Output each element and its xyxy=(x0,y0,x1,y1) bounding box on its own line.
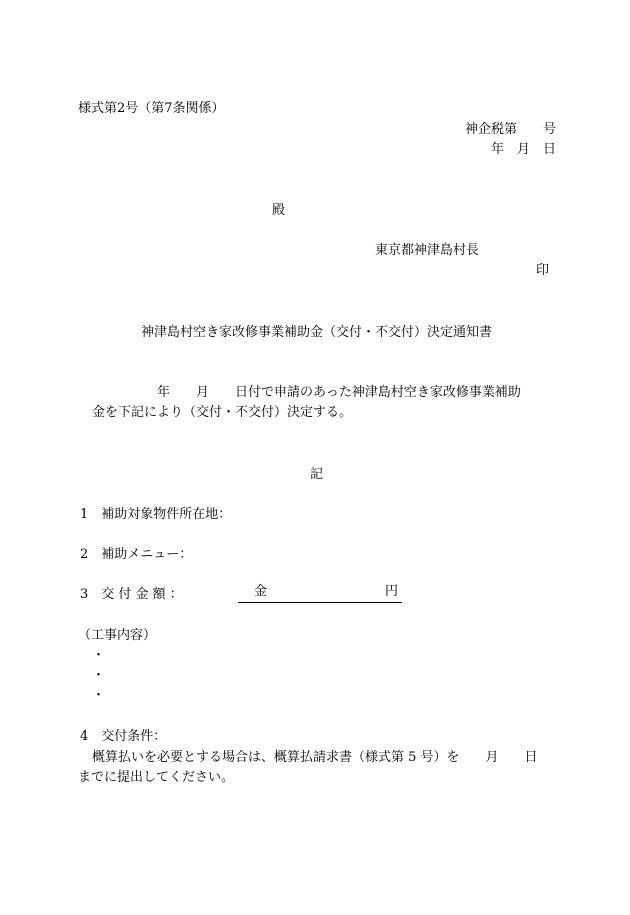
ki-heading: 記 xyxy=(310,467,324,482)
work-bullet: ・ xyxy=(92,688,106,703)
amount-gold-label: 金 xyxy=(254,584,268,599)
item-amount-label: 3 交 付 金 額 ： xyxy=(80,587,183,602)
work-bullet: ・ xyxy=(92,648,106,663)
item-subsidy-menu: 2 補助メニュー： xyxy=(80,547,193,562)
form-number: 様式第2号（第7条関係） xyxy=(78,101,225,116)
amount-yen-label: 円 xyxy=(384,584,398,599)
item-property-location: 1 補助対象物件所在地： xyxy=(80,507,232,522)
work-bullet: ・ xyxy=(92,668,106,683)
reference-number: 神企税第 号 xyxy=(464,122,556,137)
conditions-line-2: までに提出してください。 xyxy=(78,770,235,785)
date-line: 年 月 日 xyxy=(490,142,556,157)
seal-mark: 印 xyxy=(536,263,550,278)
body-line-2: 金を下記により（交付・不交付）決定する。 xyxy=(92,405,353,420)
addressee-suffix: 殿 xyxy=(272,203,286,218)
document-title: 神津島村空き家改修事業補助金（交付・不交付）決定通知書 xyxy=(141,325,493,340)
work-content-heading: （工事内容） xyxy=(78,628,157,643)
issuer-name: 東京都神津島村長 xyxy=(375,243,480,258)
conditions-heading: 4 交付条件： xyxy=(80,729,167,744)
amount-field xyxy=(238,584,402,603)
body-line-1: 年 月 日付で申請のあった神津島村空き家改修事業補助 xyxy=(157,385,521,400)
conditions-line-1: 概算払いを必要とする場合は、概算払請求書（様式第 5 号）を 月 日 xyxy=(92,750,538,765)
